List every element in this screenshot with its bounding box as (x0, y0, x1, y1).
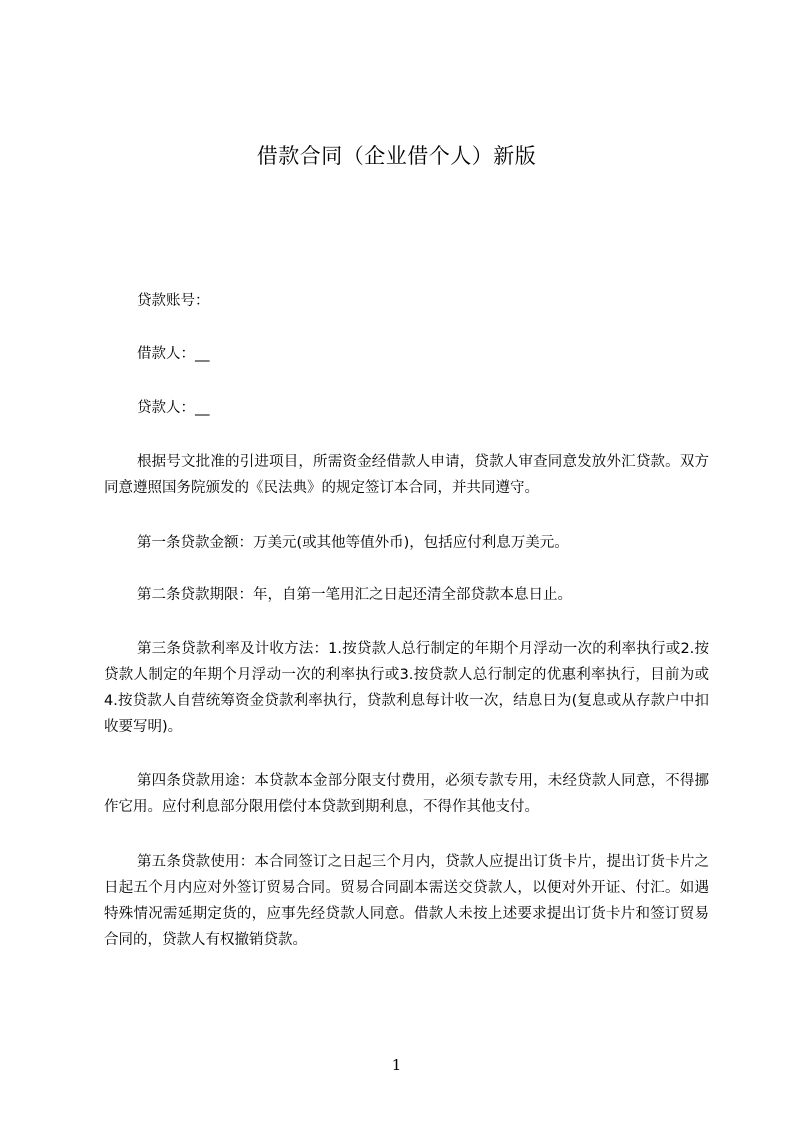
article-3-paragraph: 第三条贷款利率及计收方法：1.按贷款人总行制定的年期个月浮动一次的利率执行或2.按贷款人制定的年期个月浮动一次的利率执行或3.按贷款人总行制定的优惠利率执行，目前为或4.按贷款人自营统筹资金贷款利率执行，贷款利息每计收一次，结息日为(复息或从存款户中扣收要写明)。 (104, 641, 709, 735)
document-title: 借款合同（企业借个人）新版 (256, 144, 537, 168)
article-1-paragraph: 第一条贷款金额：万美元(或其他等值外币)，包括应付利息万美元。 (137, 535, 569, 551)
lender-field: 贷款人：__ (137, 400, 210, 416)
article-5-paragraph: 第五条贷款使用：本合同签订之日起三个月内，贷款人应提出订货卡片，提出订货卡片之日起五个月内应对外签订贸易合同。贸易合同副本需送交贷款人，以便对外开证、付汇。如遇特殊情况需延期定货的，应事先经贷款人同意。借款人未按上述要求提出订货卡片和签订贸易合同的，贷款人有权撤销贷款。 (104, 854, 709, 948)
page-number: 1 (391, 1056, 402, 1074)
intro-paragraph: 根据号文批准的引进项目，所需资金经借款人申请，贷款人审查同意发放外汇贷款。双方同意遵照国务院颁发的《民法典》的规定签订本合同，并共同遵守。 (104, 454, 709, 496)
borrower-field: 借款人：__ (137, 346, 210, 362)
article-2-paragraph: 第二条贷款期限：年，自第一笔用汇之日起还清全部贷款本息日止。 (137, 587, 572, 603)
loan-account-field: 贷款账号： (137, 293, 210, 309)
article-4-paragraph: 第四条贷款用途：本贷款本金部分限支付费用，必须专款专用，未经贷款人同意，不得挪作它用。应付利息部分限用偿付本贷款到期利息，不得作其他支付。 (104, 773, 709, 815)
